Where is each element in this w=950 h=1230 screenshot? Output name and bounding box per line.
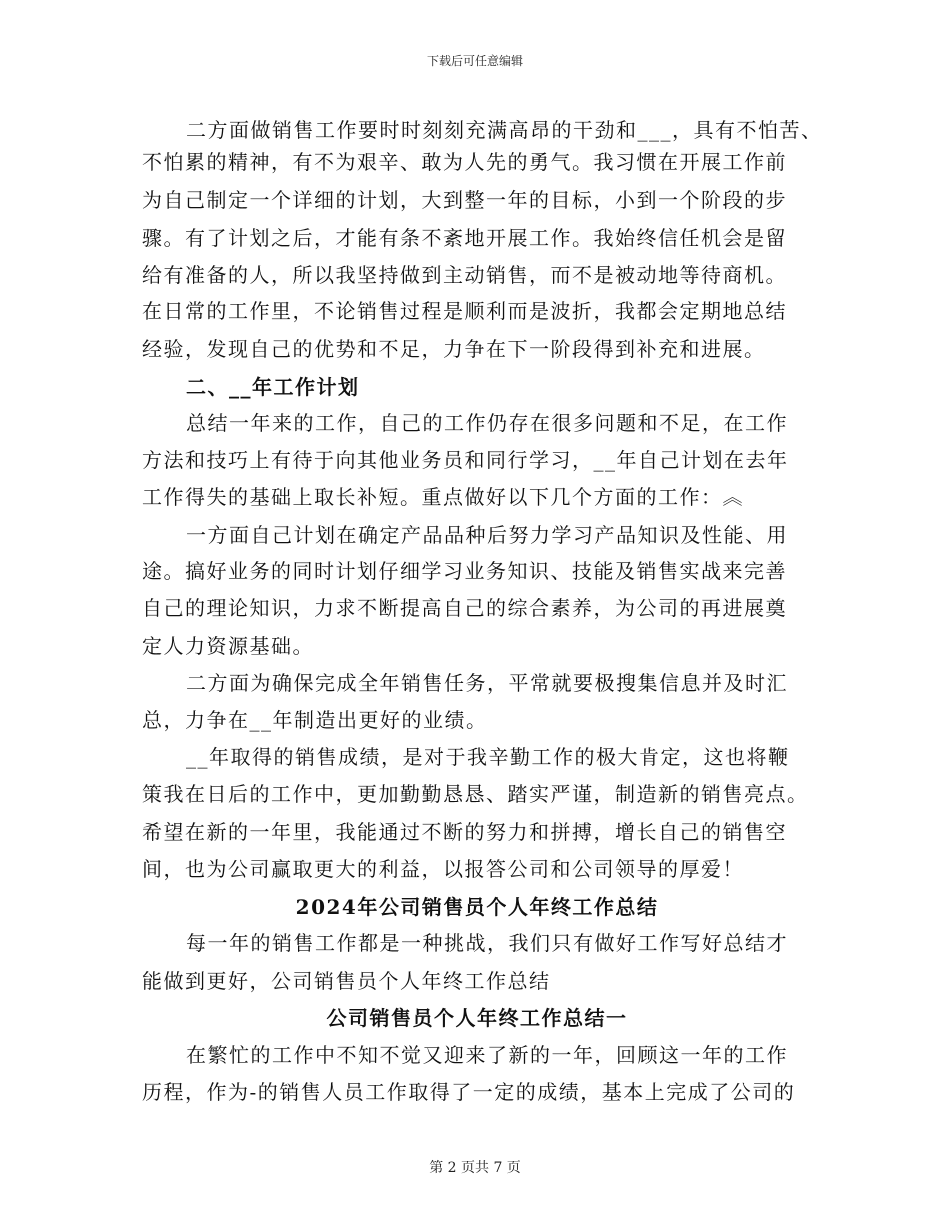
- paragraph-line: 每一年的销售工作都是一种挑战，我们只有做好工作写好总结才: [186, 931, 788, 955]
- paragraph-line: 定人力资源基础。: [142, 634, 314, 658]
- paragraph-line: 在日常的工作里，不论销售过程是顺利而是波折，我都会定期地总结: [142, 299, 787, 323]
- paragraph-line: 不怕累的精神，有不为艰辛、敢为人先的勇气。我习惯在开展工作前: [142, 150, 787, 174]
- paragraph-line: 途。搞好业务的同时计划仔细学习业务知识、技能及销售实战来完善: [142, 559, 787, 583]
- paragraph-line: 总结一年来的工作，自己的工作仍存在很多问题和不足，在工作: [186, 411, 788, 435]
- paragraph-line: 自己的理论知识，力求不断提高自己的综合素养，为公司的再进展奠: [142, 596, 787, 620]
- paragraph-line: 一方面自己计划在确定产品品种后努力学习产品知识及性能、用: [186, 523, 788, 547]
- paragraph-line: 历程，作为-的销售人员工作取得了一定的成绩，基本上完成了公司的: [142, 1080, 796, 1104]
- paragraph-line: 总，力争在__年制造出更好的业绩。: [142, 708, 488, 732]
- paragraph-line: 二方面做销售工作要时时刻刻充满高昂的干劲和___，具有不怕苦、: [186, 118, 823, 142]
- paragraph-line: 方法和技巧上有待于向其他业务员和同行学习，__年自己计划在去年: [142, 448, 789, 472]
- paragraph-line: 希望在新的一年里，我能通过不断的努力和拼搏，增长自己的销售空: [142, 820, 787, 844]
- paragraph-line: 工作得失的基础上取长补短。重点做好以下几个方面的工作：︽: [142, 485, 744, 509]
- paragraph-line: __年取得的销售成绩，是对于我辛勤工作的极大肯定，这也将鞭: [186, 745, 790, 769]
- paragraph-line: 二方面为确保完成全年销售任务，平常就要极搜集信息并及时汇: [186, 671, 788, 695]
- paragraph-line: 为自己制定一个详细的计划，大到整一年的目标，小到一个阶段的步: [142, 188, 787, 212]
- paragraph-line: 骤。有了计划之后，才能有条不紊地开展工作。我始终信任机会是留: [142, 226, 787, 250]
- paragraph-line: 在繁忙的工作中不知不觉又迎来了新的一年，回顾这一年的工作: [186, 1043, 788, 1067]
- section-heading: 二、__年工作计划: [186, 375, 360, 399]
- paragraph-line: 策我在日后的工作中，更加勤勤恳恳、踏实严谨，制造新的销售亮点。: [142, 782, 809, 806]
- paragraph-line: 经验，发现自己的优势和不足，力争在下一阶段得到补充和进展。: [142, 337, 766, 361]
- subsection-title: 公司销售员个人年终工作总结一: [326, 1006, 628, 1030]
- page-footer: 第 2 页共 7 页: [429, 1160, 521, 1176]
- paragraph-line: 间，也为公司赢取更大的利益，以报答公司和公司领导的厚爱！: [142, 857, 744, 881]
- document-body: [142, 115, 823, 1115]
- paragraph-line: 能做到更好，公司销售员个人年终工作总结: [142, 969, 551, 993]
- paragraph-line: 给有准备的人，所以我坚持做到主动销售，而不是被动地等待商机。: [142, 263, 787, 287]
- page-header: 下载后可任意编辑: [426, 54, 523, 68]
- document-title: 2024年公司销售员个人年终工作总结: [295, 895, 659, 919]
